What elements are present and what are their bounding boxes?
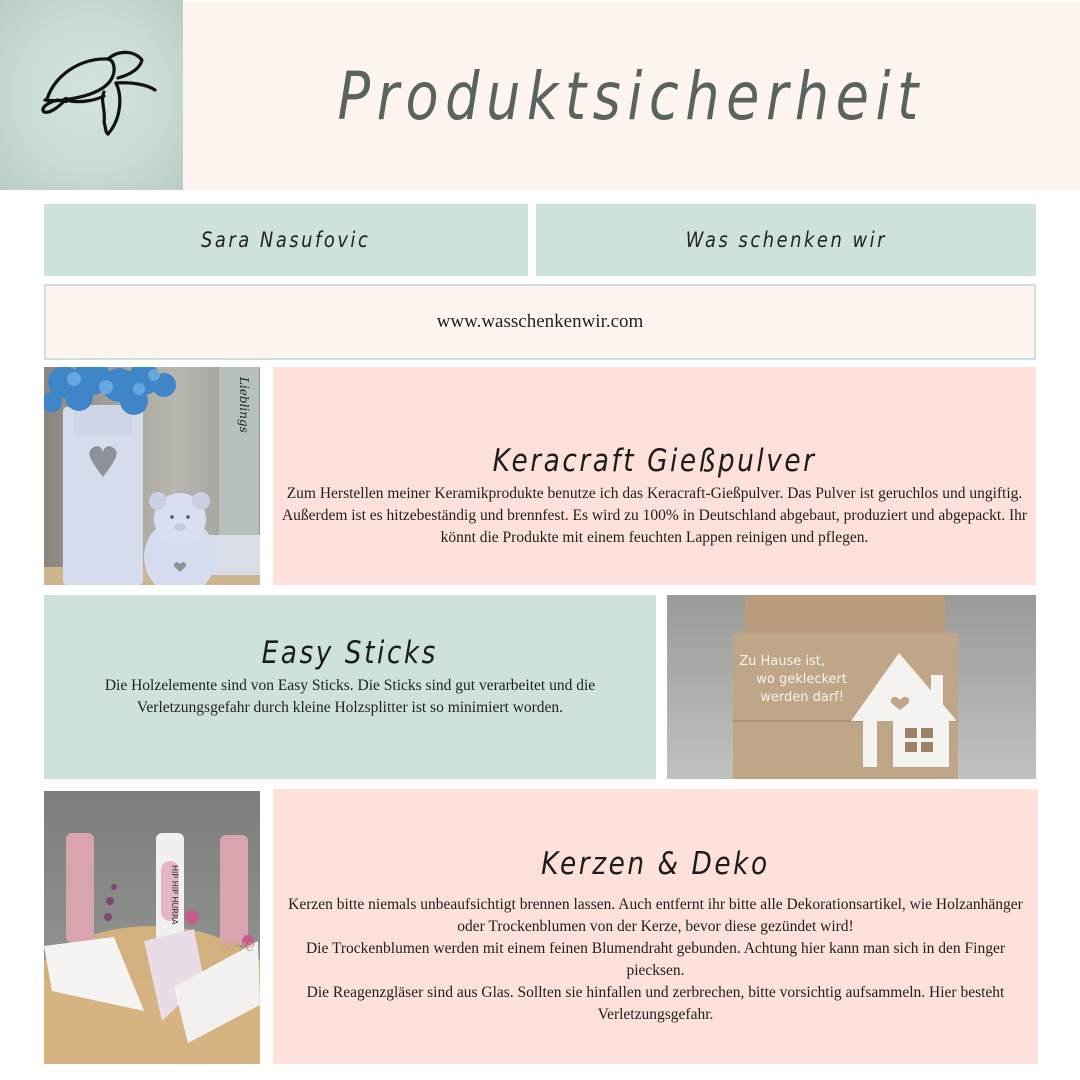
owner-name: Sara Nasufovic: [201, 228, 371, 252]
svg-text:Lieblings: Lieblings: [237, 377, 251, 433]
kerzen-deko-paragraph-3: Die Reagenzgläser sind aus Glas. Sollten sie hinfallen und zerbrechen, bitte vorsichtig aufsammeln. Hier besteht Verletzungsgefahr.: [306, 983, 1005, 1023]
brand-name: Was schenken wir: [685, 228, 887, 252]
keracraft-section: [273, 367, 1036, 585]
owner-name-panel: [44, 204, 528, 276]
sign-text-line-1: Zu Hause ist,: [739, 654, 825, 669]
keracraft-heading: Keracraft Gießpulver: [492, 443, 817, 479]
candles-product-photo: [44, 791, 260, 1064]
easy-sticks-product-photo: [667, 595, 1036, 779]
vase-bear-photo-illustration: [44, 367, 260, 585]
website-link[interactable]: www.wasschenkenwir.com: [436, 311, 644, 332]
website-panel: [44, 284, 1036, 360]
keracraft-description: Zum Herstellen meiner Keramikprodukte benutze ich das Keracraft-Gießpulver. Das Pulver ist geruchlos und ungiftig. Außerdem ist es hitzebeständig und brennfest. Es wird zu 100% in Deutschland abgebaut, produziert und abgepackt. Ihr könnt die Produkte mit einem feuchten Lappen reinigen und pflegen.: [281, 485, 1028, 546]
easy-sticks-description: Die Holzelemente sind von Easy Sticks. Die Sticks sind gut verarbeitet und die Verletzungsgefahr durch kleine Holzsplitter ist so minimiert worden.: [104, 677, 596, 716]
kerzen-deko-paragraph-1: Kerzen bitte niemals unbeaufsichtigt brennen lassen. Auch entfernt ihr bitte alle Dekorationsartikel, wie Holzanhänger oder Trockenblumen von der Kerze, bevor diese gezündet wird!: [288, 895, 1023, 935]
logo-panel: [0, 0, 183, 190]
header-title-panel: [183, 2, 1080, 190]
sign-text-line-3: werden darf!: [760, 690, 844, 705]
kerzen-deko-heading: Kerzen & Deko: [541, 845, 770, 882]
wooden-sign-house-photo-illustration: [667, 595, 1036, 779]
page-title: Produktsicherheit: [337, 57, 926, 135]
easy-sticks-section: [44, 595, 656, 779]
kerzen-deko-section: [273, 789, 1038, 1064]
sea-turtle-icon: [0, 0, 183, 190]
candles-photo-illustration: [44, 791, 260, 1064]
sign-text-line-2: wo gekleckert: [756, 672, 847, 687]
love-ornament-text: love: [222, 936, 256, 955]
kerzen-deko-paragraph-2: Die Trockenblumen werden mit einem feinen Blumendraht gebunden. Achtung hier kann man sich in den Finger piecksen.: [305, 939, 1006, 979]
easy-sticks-heading: Easy Sticks: [261, 635, 439, 671]
brand-name-panel: [536, 204, 1036, 276]
keracraft-product-photo: [44, 367, 260, 585]
candle-text: HIP HIP HURRA: [170, 865, 179, 925]
